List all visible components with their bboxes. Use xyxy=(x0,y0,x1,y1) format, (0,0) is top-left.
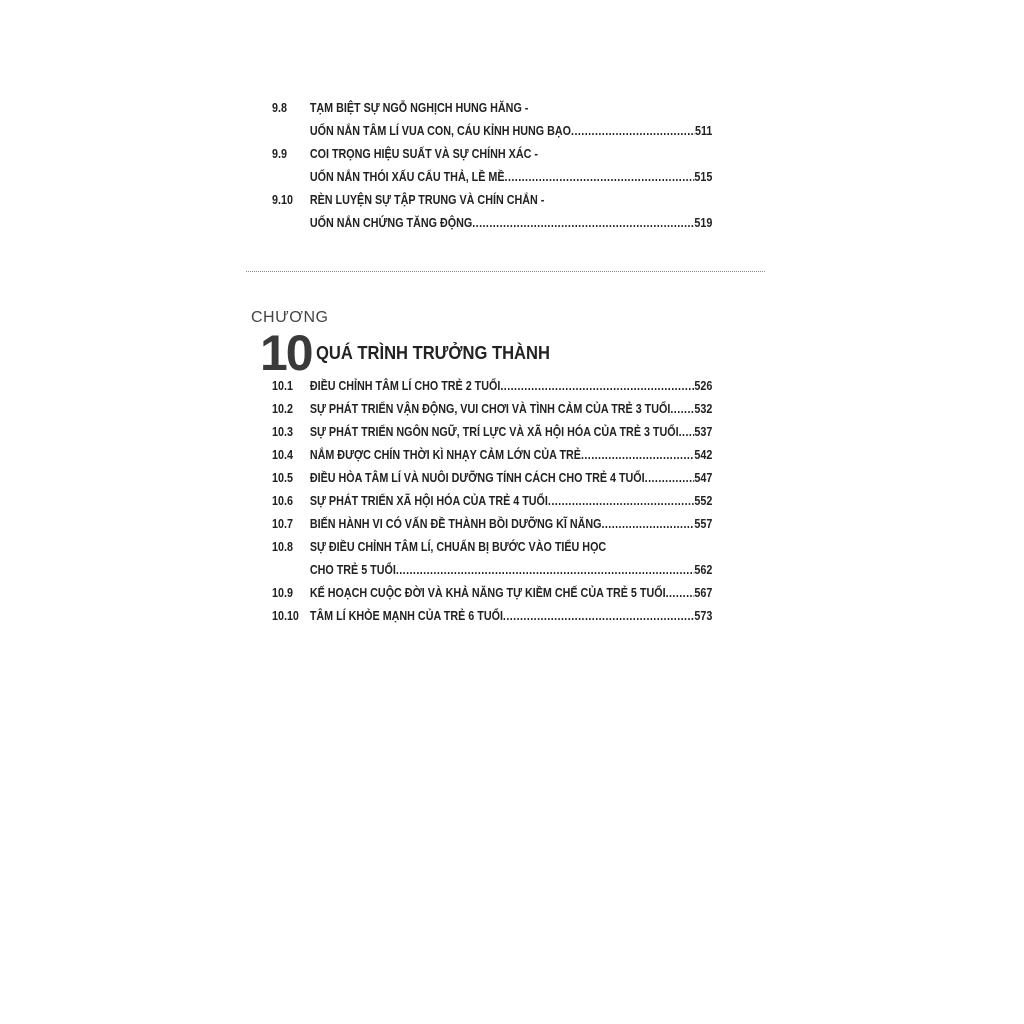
toc-entry-page: 557 xyxy=(694,517,713,531)
toc-entry-10-7[interactable] xyxy=(272,513,712,536)
dot-leader xyxy=(396,559,695,582)
toc-entry-page: 526 xyxy=(694,379,713,393)
toc-entry-number: 10.4 xyxy=(272,448,293,462)
toc-entry-number: 10.8 xyxy=(272,540,293,554)
toc-entry-9-9[interactable] xyxy=(272,143,712,166)
dot-leader xyxy=(645,467,695,490)
toc-entry-page: 537 xyxy=(694,425,713,439)
toc-entry-page: 573 xyxy=(694,609,713,623)
toc-entry-title: SỰ PHÁT TRIỂN NGÔN NGỮ, TRÍ LỰC VÀ XÃ HỘI HÓA CỦA TRẺ 3 TUỔI xyxy=(309,425,679,439)
dot-leader xyxy=(601,513,694,536)
toc-entry-number: 10.6 xyxy=(272,494,293,508)
toc-entry-title: CHO TRẺ 5 TUỔI xyxy=(309,563,396,577)
toc-entry-title: SỰ PHÁT TRIỂN VẬN ĐỘNG, VUI CHƠI VÀ TÌNH CẢM CỦA TRẺ 3 TUỔI xyxy=(309,402,671,416)
toc-entry-10-10[interactable] xyxy=(272,605,712,628)
toc-entry-number: 9.8 xyxy=(272,101,287,115)
dot-leader xyxy=(505,166,695,189)
toc-entry-page: 547 xyxy=(694,471,713,485)
toc-entry-title: COI TRỌNG HIỆU SUẤT VÀ SỰ CHÍNH XÁC - xyxy=(309,147,538,161)
chapter-label: CHƯƠNG xyxy=(251,309,329,326)
toc-entry-10-1[interactable] xyxy=(272,375,712,398)
toc-entry-10-8[interactable] xyxy=(272,536,712,559)
toc-entry-title: ĐIỀU CHỈNH TÂM LÍ CHO TRẺ 2 TUỔI xyxy=(309,379,501,393)
toc-entry-title: UỐN NẮN CHỨNG TĂNG ĐỘNG xyxy=(309,216,473,230)
toc-entry-10-8-continued[interactable] xyxy=(272,559,712,582)
toc-entry-9-10-continued[interactable] xyxy=(272,212,712,235)
dot-leader xyxy=(581,444,694,467)
toc-entry-title: NẮM ĐƯỢC CHÍN THỜI KÌ NHẠY CẢM LỚN CỦA TRẺ xyxy=(309,448,581,462)
toc-entry-page: 552 xyxy=(694,494,713,508)
toc-entry-title: TÂM LÍ KHỎE MẠNH CỦA TRẺ 6 TUỔI xyxy=(309,609,503,623)
toc-entry-number: 10.5 xyxy=(272,471,293,485)
dot-leader xyxy=(503,605,694,628)
toc-entry-title: BIẾN HÀNH VI CÓ VẤN ĐỀ THÀNH BỒI DƯỠNG KĨ NĂNG xyxy=(309,517,602,531)
toc-entry-number: 10.9 xyxy=(272,586,293,600)
dot-leader xyxy=(500,375,694,398)
toc-entry-page: 519 xyxy=(694,216,713,230)
toc-entry-number: 9.9 xyxy=(272,147,287,161)
chapter-title: QUÁ TRÌNH TRƯỞNG THÀNH xyxy=(316,343,550,363)
toc-entry-title: UỐN NẮN THÓI XẤU CẨU THẢ, LỀ MỀ xyxy=(309,170,505,184)
toc-entry-number: 10.10 xyxy=(272,609,299,623)
dot-leader xyxy=(666,582,695,605)
toc-entry-title: SỰ ĐIỀU CHỈNH TÂM LÍ, CHUẨN BỊ BƯỚC VÀO TIỂU HỌC xyxy=(309,540,607,554)
toc-entry-page: 562 xyxy=(694,563,713,577)
toc-entry-10-6[interactable] xyxy=(272,490,712,513)
toc-entry-number: 10.3 xyxy=(272,425,293,439)
toc-entry-10-4[interactable] xyxy=(272,444,712,467)
toc-entry-number: 10.2 xyxy=(272,402,293,416)
toc-entry-page: 532 xyxy=(694,402,713,416)
toc-entry-9-8-continued[interactable] xyxy=(272,120,712,143)
toc-chapter-10 xyxy=(272,375,712,628)
toc-entry-10-9[interactable] xyxy=(272,582,712,605)
chapter-number: 10 xyxy=(260,325,312,381)
toc-entry-title: UỐN NẮN TÂM LÍ VUA CON, CÁU KỈNH HUNG BẠO xyxy=(309,124,572,138)
toc-entry-title: RÈN LUYỆN SỰ TẬP TRUNG VÀ CHÍN CHẮN - xyxy=(309,193,545,207)
toc-entry-page: 542 xyxy=(694,448,713,462)
toc-entry-10-2[interactable] xyxy=(272,398,712,421)
toc-entry-number: 10.7 xyxy=(272,517,293,531)
dot-leader xyxy=(571,120,695,143)
toc-entry-page: 515 xyxy=(694,170,713,184)
dot-leader xyxy=(548,490,694,513)
toc-entry-title: TẠM BIỆT SỰ NGỖ NGHỊCH HUNG HĂNG - xyxy=(309,101,529,115)
section-divider xyxy=(246,271,765,272)
toc-entry-page: 567 xyxy=(694,586,713,600)
toc-entry-number: 9.10 xyxy=(272,193,293,207)
toc-entry-page: 511 xyxy=(694,124,713,138)
toc-entry-title: SỰ PHÁT TRIỂN XÃ HỘI HÓA CỦA TRẺ 4 TUỔI xyxy=(309,494,548,508)
toc-section-9 xyxy=(272,97,712,235)
toc-entry-10-5[interactable] xyxy=(272,467,712,490)
toc-entry-title: ĐIỀU HÒA TÂM LÍ VÀ NUÔI DƯỠNG TÍNH CÁCH CHO TRẺ 4 TUỔI xyxy=(309,471,645,485)
dot-leader xyxy=(472,212,694,235)
toc-entry-9-8[interactable] xyxy=(272,97,712,120)
dot-leader xyxy=(670,398,694,421)
toc-entry-10-3[interactable] xyxy=(272,421,712,444)
toc-entry-9-10[interactable] xyxy=(272,189,712,212)
toc-entry-number: 10.1 xyxy=(272,379,293,393)
dot-leader xyxy=(679,421,695,444)
toc-entry-9-9-continued[interactable] xyxy=(272,166,712,189)
toc-entry-title: KẾ HOẠCH CUỘC ĐỜI VÀ KHẢ NĂNG TỰ KIỀM CHẾ CỦA TRẺ 5 TUỔI xyxy=(309,586,666,600)
